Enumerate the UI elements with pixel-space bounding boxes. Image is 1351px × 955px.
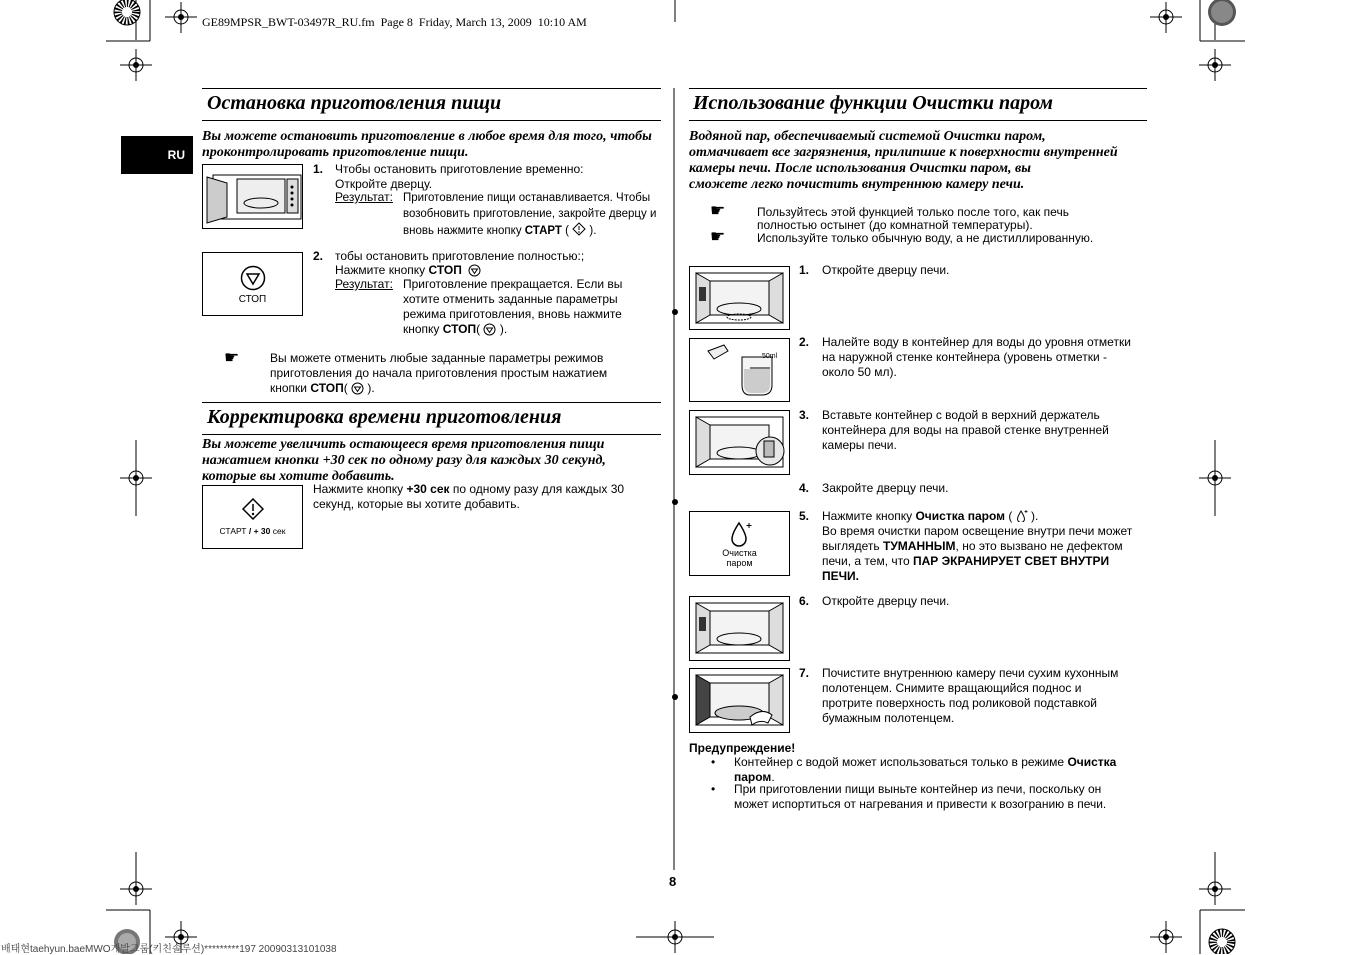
- steam-step7-number: 7.: [799, 666, 810, 680]
- stop-note-line2: приготовления до начала приготовления простым нажатием: [270, 366, 608, 380]
- step1-result-line3: вновь нажмите кнопку СТАРТ ( ).: [403, 222, 656, 239]
- section-rule-bottom: [202, 120, 661, 121]
- print-info-line: 배태현taehyun.baeMWO개발그룹(키친솔루션)*********197 20090313101038: [1, 944, 337, 955]
- note-hand-icon: ☛: [710, 227, 726, 246]
- steam-step2-text: Налейте воду в контейнер для воды до уровня отметки на наружной стенке контейнера (уровень отметки - около 50 мл).: [822, 335, 1131, 379]
- oven-wipe-illustration: [689, 668, 790, 733]
- start-icon: [572, 222, 586, 236]
- section-rule-bottom: [202, 434, 661, 435]
- steam-step5-text: Нажмите кнопку Очистка паром ( ). Во время очистки паром освещение внутри печи может выглядеть ТУМАННЫМ, но это вызвано не дефектом печи, а тем, что ПАР ЭКРАНИРУЕТ СВЕТ ВНУТРИ ПЕЧИ.: [822, 509, 1133, 583]
- oven-interior-illustration-6: [689, 596, 790, 661]
- warning-title: Предупреждение!: [689, 741, 796, 755]
- steam-step6-number: 6.: [799, 594, 810, 608]
- steam-step1-number: 1.: [799, 263, 810, 277]
- stop-icon: [468, 264, 481, 277]
- step1-result-label: Результат:: [335, 190, 393, 204]
- steam-section-title: Использование функции Очистки паром: [693, 92, 1054, 114]
- adjust-intro-line2: нажатием кнопки +30 сек по одному разу для каждых 30 секунд,: [202, 453, 606, 468]
- page-number: 8: [669, 874, 677, 889]
- steam-step5-number: 5.: [799, 509, 810, 523]
- step1-number: 1.: [313, 162, 324, 176]
- stop-icon: [351, 382, 364, 395]
- plus30-word: +30 сек: [406, 482, 450, 496]
- steam-step7-text: Почистите внутреннюю камеру печи сухим кухонным полотенцем. Снимите вращающийся поднос и протрите поверхность под роликовой подставкой бумажным полотенцем.: [822, 666, 1119, 725]
- stop-button-illustration: [202, 252, 303, 316]
- step2-result-line3: режима приготовления, вновь нажмите: [403, 307, 622, 321]
- note-hand-icon: ☛: [224, 348, 240, 367]
- language-tab: RU: [121, 136, 193, 174]
- section-rule-top: [202, 402, 661, 403]
- oven-interior-illustration-1: [689, 266, 790, 330]
- section-rule-bottom: [689, 120, 1147, 121]
- warning-bullet: •: [711, 782, 716, 796]
- step1-line2: Откройте дверцу.: [335, 177, 433, 191]
- steam-note1-line1: Пользуйтесь этой функцией только после того, как печь: [757, 205, 1069, 219]
- adjust-intro-line3: которые вы хотите добавить.: [202, 469, 395, 484]
- stop-note: [270, 351, 607, 396]
- steam-clean-button-label: Очистка паром: [722, 548, 757, 568]
- start-30sec-label: СТАРТ / + 30 сек: [219, 526, 286, 536]
- adjust-text-line2: секунд, которые вы хотите добавить.: [313, 497, 520, 511]
- steam-drop-icon: [729, 519, 753, 547]
- steam-notes: [757, 206, 1093, 245]
- stop-word: СТОП: [428, 263, 462, 277]
- steam-intro-line4: сможете легко почистить внутреннюю камеру печи.: [689, 177, 1025, 192]
- steam-intro-line1: Водяной пар, обеспечиваемый системой Очистки паром,: [689, 129, 1046, 144]
- warning-bullet: •: [711, 755, 716, 769]
- steam-drop-icon: [1016, 509, 1028, 522]
- step2-result-line4: кнопку СТОП( ).: [403, 322, 508, 336]
- steam-step3-text: Вставьте контейнер с водой в верхний держатель контейнера для воды на правой стенке внутренней камеры печи.: [822, 408, 1109, 452]
- start-word: СТАРТ: [524, 225, 562, 237]
- step2-result-line2: хотите отменить заданные параметры: [403, 292, 618, 306]
- stop-intro: Вы можете остановить приготовление в любое время для того, чтобы проконтролировать приготовление пищи.: [202, 129, 652, 160]
- stop-icon: [483, 323, 496, 336]
- adjust-section-title: Корректировка времени приготовления: [207, 406, 562, 428]
- steam-note2: Используйте только обычную воду, а не дистиллированную.: [757, 231, 1094, 245]
- water-container-illustration: [689, 338, 790, 402]
- step2-result: [403, 277, 622, 337]
- warning-item-1: Контейнер с водой может использоваться только в режиме Очистка паром.: [734, 755, 1117, 784]
- step2-line1: тобы остановить приготовление полностью:;: [335, 249, 585, 263]
- step1-result: [403, 190, 656, 239]
- stop-icon-large: [240, 265, 266, 291]
- step2-result-line1: Приготовление прекращается. Если вы: [403, 277, 623, 291]
- bottle-mark-label: 50ml: [762, 353, 778, 360]
- oven-open-illustration: [202, 164, 303, 229]
- steam-clean-button-illustration: [689, 511, 790, 576]
- steam-note1-line2: полностью остынет (до комнатной температуры).: [757, 218, 1033, 232]
- stop-note-line3: кнопки СТОП( ).: [270, 381, 375, 395]
- stop-note-line1: Вы можете отменить любые заданные параметры режимов: [270, 351, 604, 365]
- steam-step3-number: 3.: [799, 408, 810, 422]
- adjust-intro-line1: Вы можете увеличить остающееся время приготовления пищи: [202, 437, 605, 452]
- section-rule-top: [689, 88, 1147, 89]
- steam-intro-line2: отмачивает все загрязнения, прилипшие к поверхности внутренней: [689, 145, 1118, 160]
- stop-button-label: СТОП: [238, 294, 267, 305]
- section-rule-top: [202, 88, 661, 89]
- steam-step4-text: Закройте дверцу печи.: [822, 481, 949, 495]
- warning-item-2: При приготовлении пищи выньте контейнер из печи, поскольку он может испортиться от нагревания и привести к возогранию в печи.: [734, 782, 1107, 811]
- steam-step4-number: 4.: [799, 481, 810, 495]
- adjust-text: [313, 482, 624, 512]
- note-hand-icon: ☛: [710, 201, 726, 220]
- stop-word-2: СТОП: [442, 322, 477, 336]
- steam-intro-line3: камеры печи. После использования Очистки паром, вы: [689, 161, 1031, 176]
- step1-result-line1: Приготовление пищи останавливается. Чтобы: [403, 192, 651, 204]
- adjust-text-line1: Нажмите кнопку +30 сек по одному разу для каждых 30: [313, 482, 625, 496]
- step2-result-label: Результат:: [335, 277, 393, 291]
- start-icon-large: [242, 498, 264, 520]
- steam-step6-text: Откройте дверцу печи.: [822, 594, 950, 608]
- adjust-intro: [202, 437, 606, 485]
- steam-step1-text: Откройте дверцу печи.: [822, 263, 950, 277]
- file-info-line: GE89MPSR_BWT-03497R_RU.fm Page 8 Friday, March 13, 2009 10:10 AM: [202, 15, 587, 29]
- stop-section-title: Остановка приготовления пищи: [207, 92, 502, 114]
- step1-line1: Чтобы остановить приготовление временно:: [335, 162, 584, 176]
- steam-intro: [689, 129, 1118, 193]
- insert-container-illustration: [689, 410, 790, 475]
- stop-word-3: СТОП: [310, 381, 344, 395]
- start-30sec-button-illustration: [202, 485, 303, 549]
- steam-step2-number: 2.: [799, 335, 810, 349]
- step2-line2: Нажмите кнопку СТОП: [335, 263, 481, 278]
- step2-number: 2.: [313, 249, 324, 263]
- step1-result-line2: возобновить приготовление, закройте дверцу и: [403, 208, 657, 220]
